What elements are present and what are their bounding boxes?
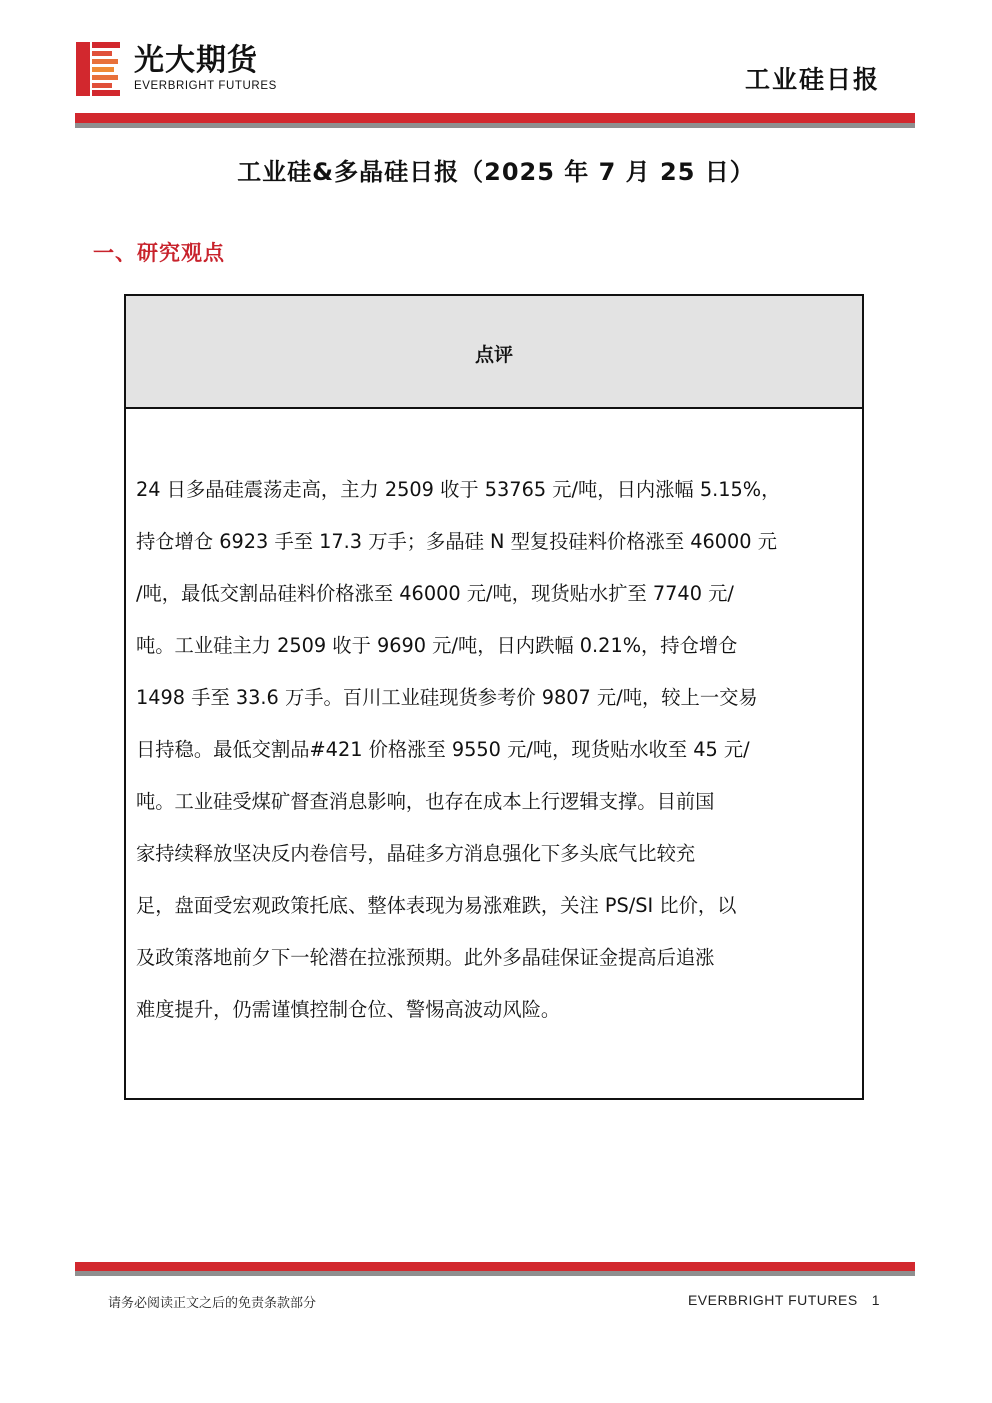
header-divider-shadow: [75, 123, 915, 128]
footer-divider-shadow: [75, 1271, 915, 1276]
comment-line: 持仓增仓 6923 手至 17.3 万手；多晶硅 N 型复投硅料价格涨至 46000 元: [136, 530, 777, 553]
footer-brand-block: [688, 1292, 880, 1308]
comment-line: 1498 手至 33.6 万手。百川工业硅现货参考价 9807 元/吨，较上一交易: [136, 686, 758, 709]
comment-line: 难度提升，仍需谨慎控制仓位、警惕高波动风险。: [136, 998, 561, 1021]
company-logo: [76, 42, 286, 98]
report-type-title: 工业硅日报: [744, 65, 880, 94]
comment-line: 日持稳。最低交割品#421 价格涨至 9550 元/吨，现货贴水收至 45 元/: [136, 738, 750, 761]
logo-english-name: EVERBRIGHT FUTURES: [134, 80, 277, 92]
comment-line: 24 日多晶硅震荡走高，主力 2509 收于 53765 元/吨，日内涨幅 5.15%，: [136, 478, 781, 501]
comment-table: [124, 294, 864, 1100]
footer-brand: EVERBRIGHT FUTURES: [687, 1292, 858, 1308]
header-divider: [75, 113, 915, 123]
comment-line: 足，盘面受宏观政策托底、整体表现为易涨难跌，关注 PS/SI 比价，以: [136, 894, 737, 917]
footer-disclaimer: 请务必阅读正文之后的免责条款部分: [108, 1296, 317, 1311]
page-number: 1: [871, 1292, 880, 1308]
comment-line: 吨。工业硅受煤矿督查消息影响，也存在成本上行逻辑支撑。目前国: [136, 790, 715, 813]
document-title: 工业硅&多晶硅日报（2025 年 7 月 25 日）: [237, 158, 755, 186]
logo-chinese-name: 光大期货: [134, 43, 258, 78]
comment-line: 吨。工业硅主力 2509 收于 9690 元/吨，日内跌幅 0.21%，持仓增仓: [136, 634, 738, 657]
footer-divider: [75, 1262, 915, 1271]
comment-table-header-label: 点评: [474, 344, 513, 366]
everbright-logo-icon: [76, 42, 122, 96]
section-heading: 一、研究观点: [93, 241, 225, 265]
comment-body: [136, 464, 858, 1036]
comment-table-header: [126, 296, 862, 409]
comment-line: 家持续释放坚决反内卷信号，晶硅多方消息强化下多头底气比较充: [136, 842, 696, 865]
comment-line: /吨，最低交割品硅料价格涨至 46000 元/吨，现货贴水扩至 7740 元/: [136, 582, 734, 605]
comment-line: 及政策落地前夕下一轮潜在拉涨预期。此外多晶硅保证金提高后追涨: [136, 946, 715, 969]
